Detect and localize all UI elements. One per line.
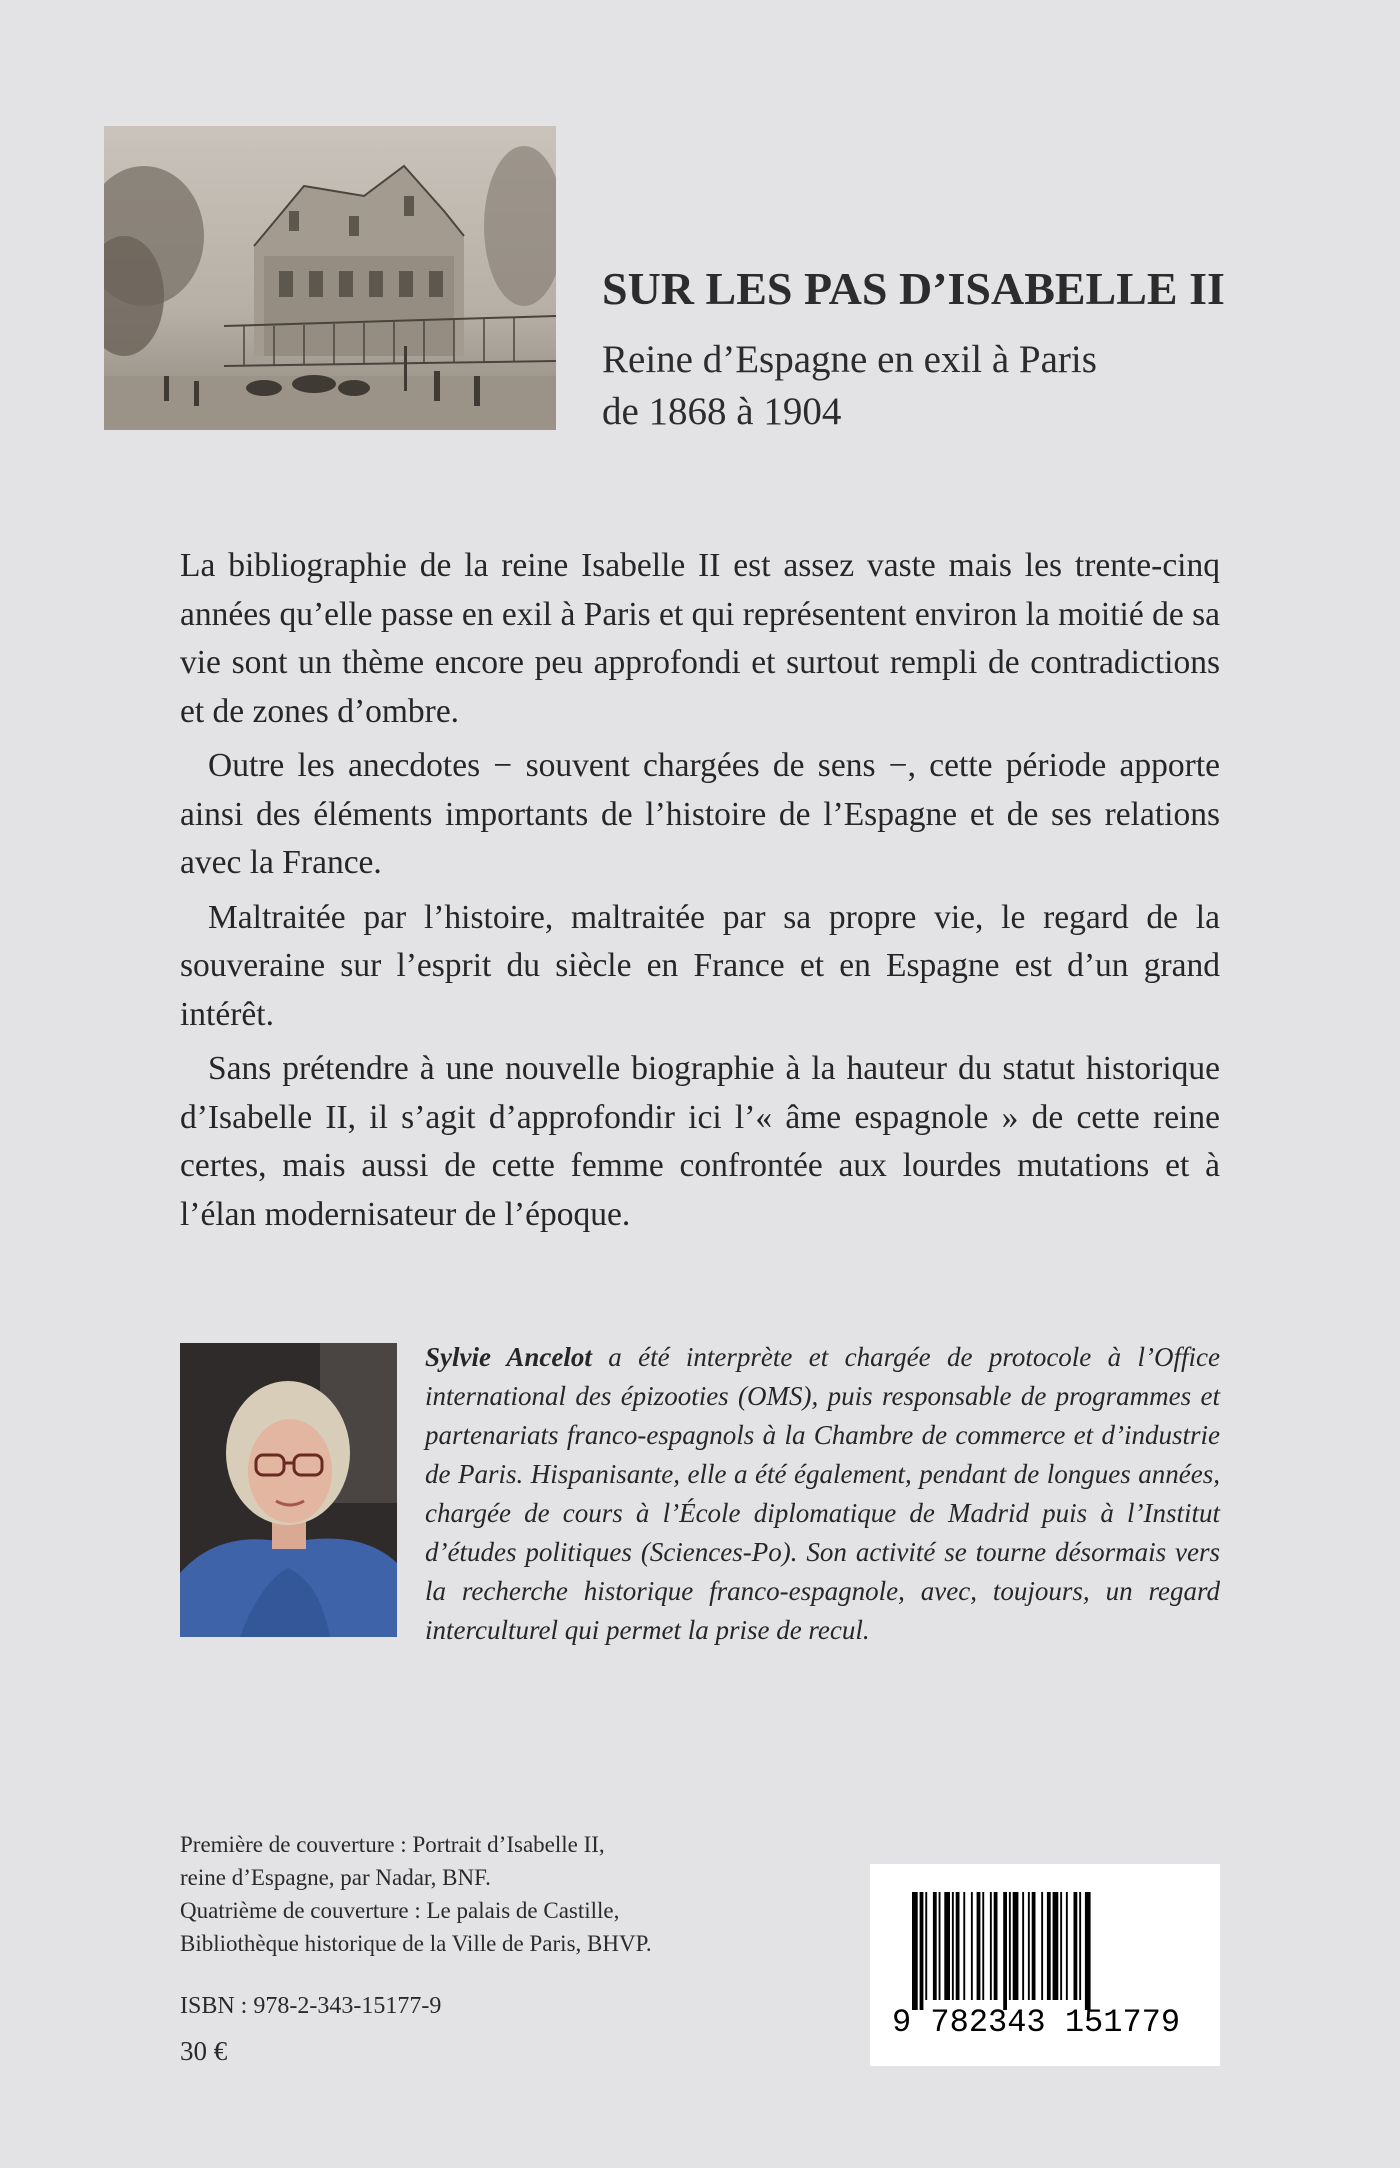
isbn: ISBN : 978-2-343-15177-9 bbox=[180, 1993, 442, 2019]
author-photo bbox=[180, 1343, 397, 1637]
barcode-bar bbox=[1053, 1892, 1059, 2000]
back-cover-summary bbox=[180, 542, 1220, 1245]
barcode-bar bbox=[1041, 1892, 1043, 2000]
barcode-bar bbox=[956, 1892, 960, 2000]
barcode-bar bbox=[1079, 1892, 1081, 2000]
book-subtitle bbox=[602, 334, 1302, 438]
barcode-bar bbox=[933, 1892, 937, 2000]
barcode-bar bbox=[920, 1892, 924, 2010]
barcode-bar bbox=[1074, 1892, 1078, 2000]
summary-paragraph: La bibliographie de la reine Isabelle II est assez vaste mais les trente-cinq années qu’elle passe en exil à Paris et qui représentent environ la moitié de sa vie sont un thème encore peu approfondi et surtout rempli de contradictions et de zones d’ombre. bbox=[180, 547, 1220, 730]
credit-line: Première de couverture : Portrait d’Isabelle II, bbox=[180, 1832, 605, 1857]
summary-paragraph: Sans prétendre à une nouvelle biographie à la hauteur du statut historique d’Isabelle II, il s’agit d’approfondir ici l’« âme espagnole » de cette reine certes, mais aussi de cette femme confrontée aux lourdes mutations et à l’élan modernisateur de l’époque. bbox=[180, 1050, 1220, 1233]
credit-line: Quatrième de couverture : Le palais de Castille, bbox=[180, 1898, 620, 1923]
barcode-bar bbox=[1003, 1892, 1007, 2010]
price: 30 € bbox=[180, 2036, 228, 2066]
barcode-digits: 9 782343 151779 bbox=[892, 2004, 1181, 2041]
barcode-bar bbox=[1013, 1892, 1019, 2000]
barcode-bar bbox=[1032, 1892, 1036, 2000]
barcode-bar bbox=[971, 1892, 973, 2000]
barcode-bar bbox=[1047, 1892, 1051, 2000]
summary-paragraph: Maltraitée par l’histoire, maltraitée par sa propre vie, le regard de la souveraine sur l’esprit du siècle en France et en Espagne est d’un grand intérêt. bbox=[180, 898, 1220, 1033]
summary-paragraph: Outre les anecdotes − souvent chargées de sens −, cette période apporte ainsi des éléments importants de l’histoire de l’Espagne et de ses relations avec la France. bbox=[180, 747, 1220, 881]
credit-line: reine d’Espagne, par Nadar, BNF. bbox=[180, 1865, 491, 1890]
barcode-bar bbox=[990, 1892, 992, 2000]
barcode-bar bbox=[1009, 1892, 1011, 2000]
credit-line: Bibliothèque historique de la Ville de Paris, BHVP. bbox=[180, 1931, 652, 1956]
barcode-bar bbox=[912, 1892, 918, 2010]
barcode-bar bbox=[1066, 1892, 1068, 2000]
barcode-bar bbox=[982, 1892, 984, 2000]
book-title: SUR LES PAS D’ISABELLE II bbox=[602, 263, 1225, 314]
cover-credits bbox=[180, 1828, 740, 1960]
author-name: Sylvie Ancelot bbox=[425, 1342, 592, 1372]
barcode-bar bbox=[977, 1892, 981, 2000]
barcode-bar bbox=[994, 1892, 998, 2000]
barcode-bar bbox=[1022, 1892, 1024, 2000]
barcode-bar bbox=[939, 1892, 941, 2000]
barcode-bar bbox=[1085, 1892, 1091, 2010]
barcode-bar bbox=[944, 1892, 950, 2000]
barcode-bar bbox=[1028, 1892, 1030, 2000]
barcode-bar bbox=[1060, 1892, 1062, 2000]
barcode-bar bbox=[963, 1892, 965, 2000]
author-bio-text: a été interprète et chargée de protocole à l’Office international des épizooties (OMS), puis responsable de programmes et partenariats franco-espagnols à la Chambre de commerce et d’industrie de Paris. Hispanisante, elle a été également, pendant de longues années, chargée de cours à l’École diplomatique de Madrid puis à l’Institut d’études politiques (Sciences-Po). Son activité se tourne désormais vers la recherche historique franco-espagnole, avec, toujours, un regard interculturel qui permet la prise de recul. bbox=[425, 1342, 1220, 1645]
subtitle-line-2: de 1868 à 1904 bbox=[602, 390, 842, 433]
author-biography bbox=[425, 1338, 1220, 1650]
subtitle-line-1: Reine d’Espagne en exil à Paris bbox=[602, 338, 1097, 381]
palais-de-castille-engraving bbox=[104, 126, 556, 430]
barcode-bar bbox=[925, 1892, 927, 2000]
barcode bbox=[870, 1864, 1220, 2066]
barcode-bar bbox=[952, 1892, 954, 2000]
